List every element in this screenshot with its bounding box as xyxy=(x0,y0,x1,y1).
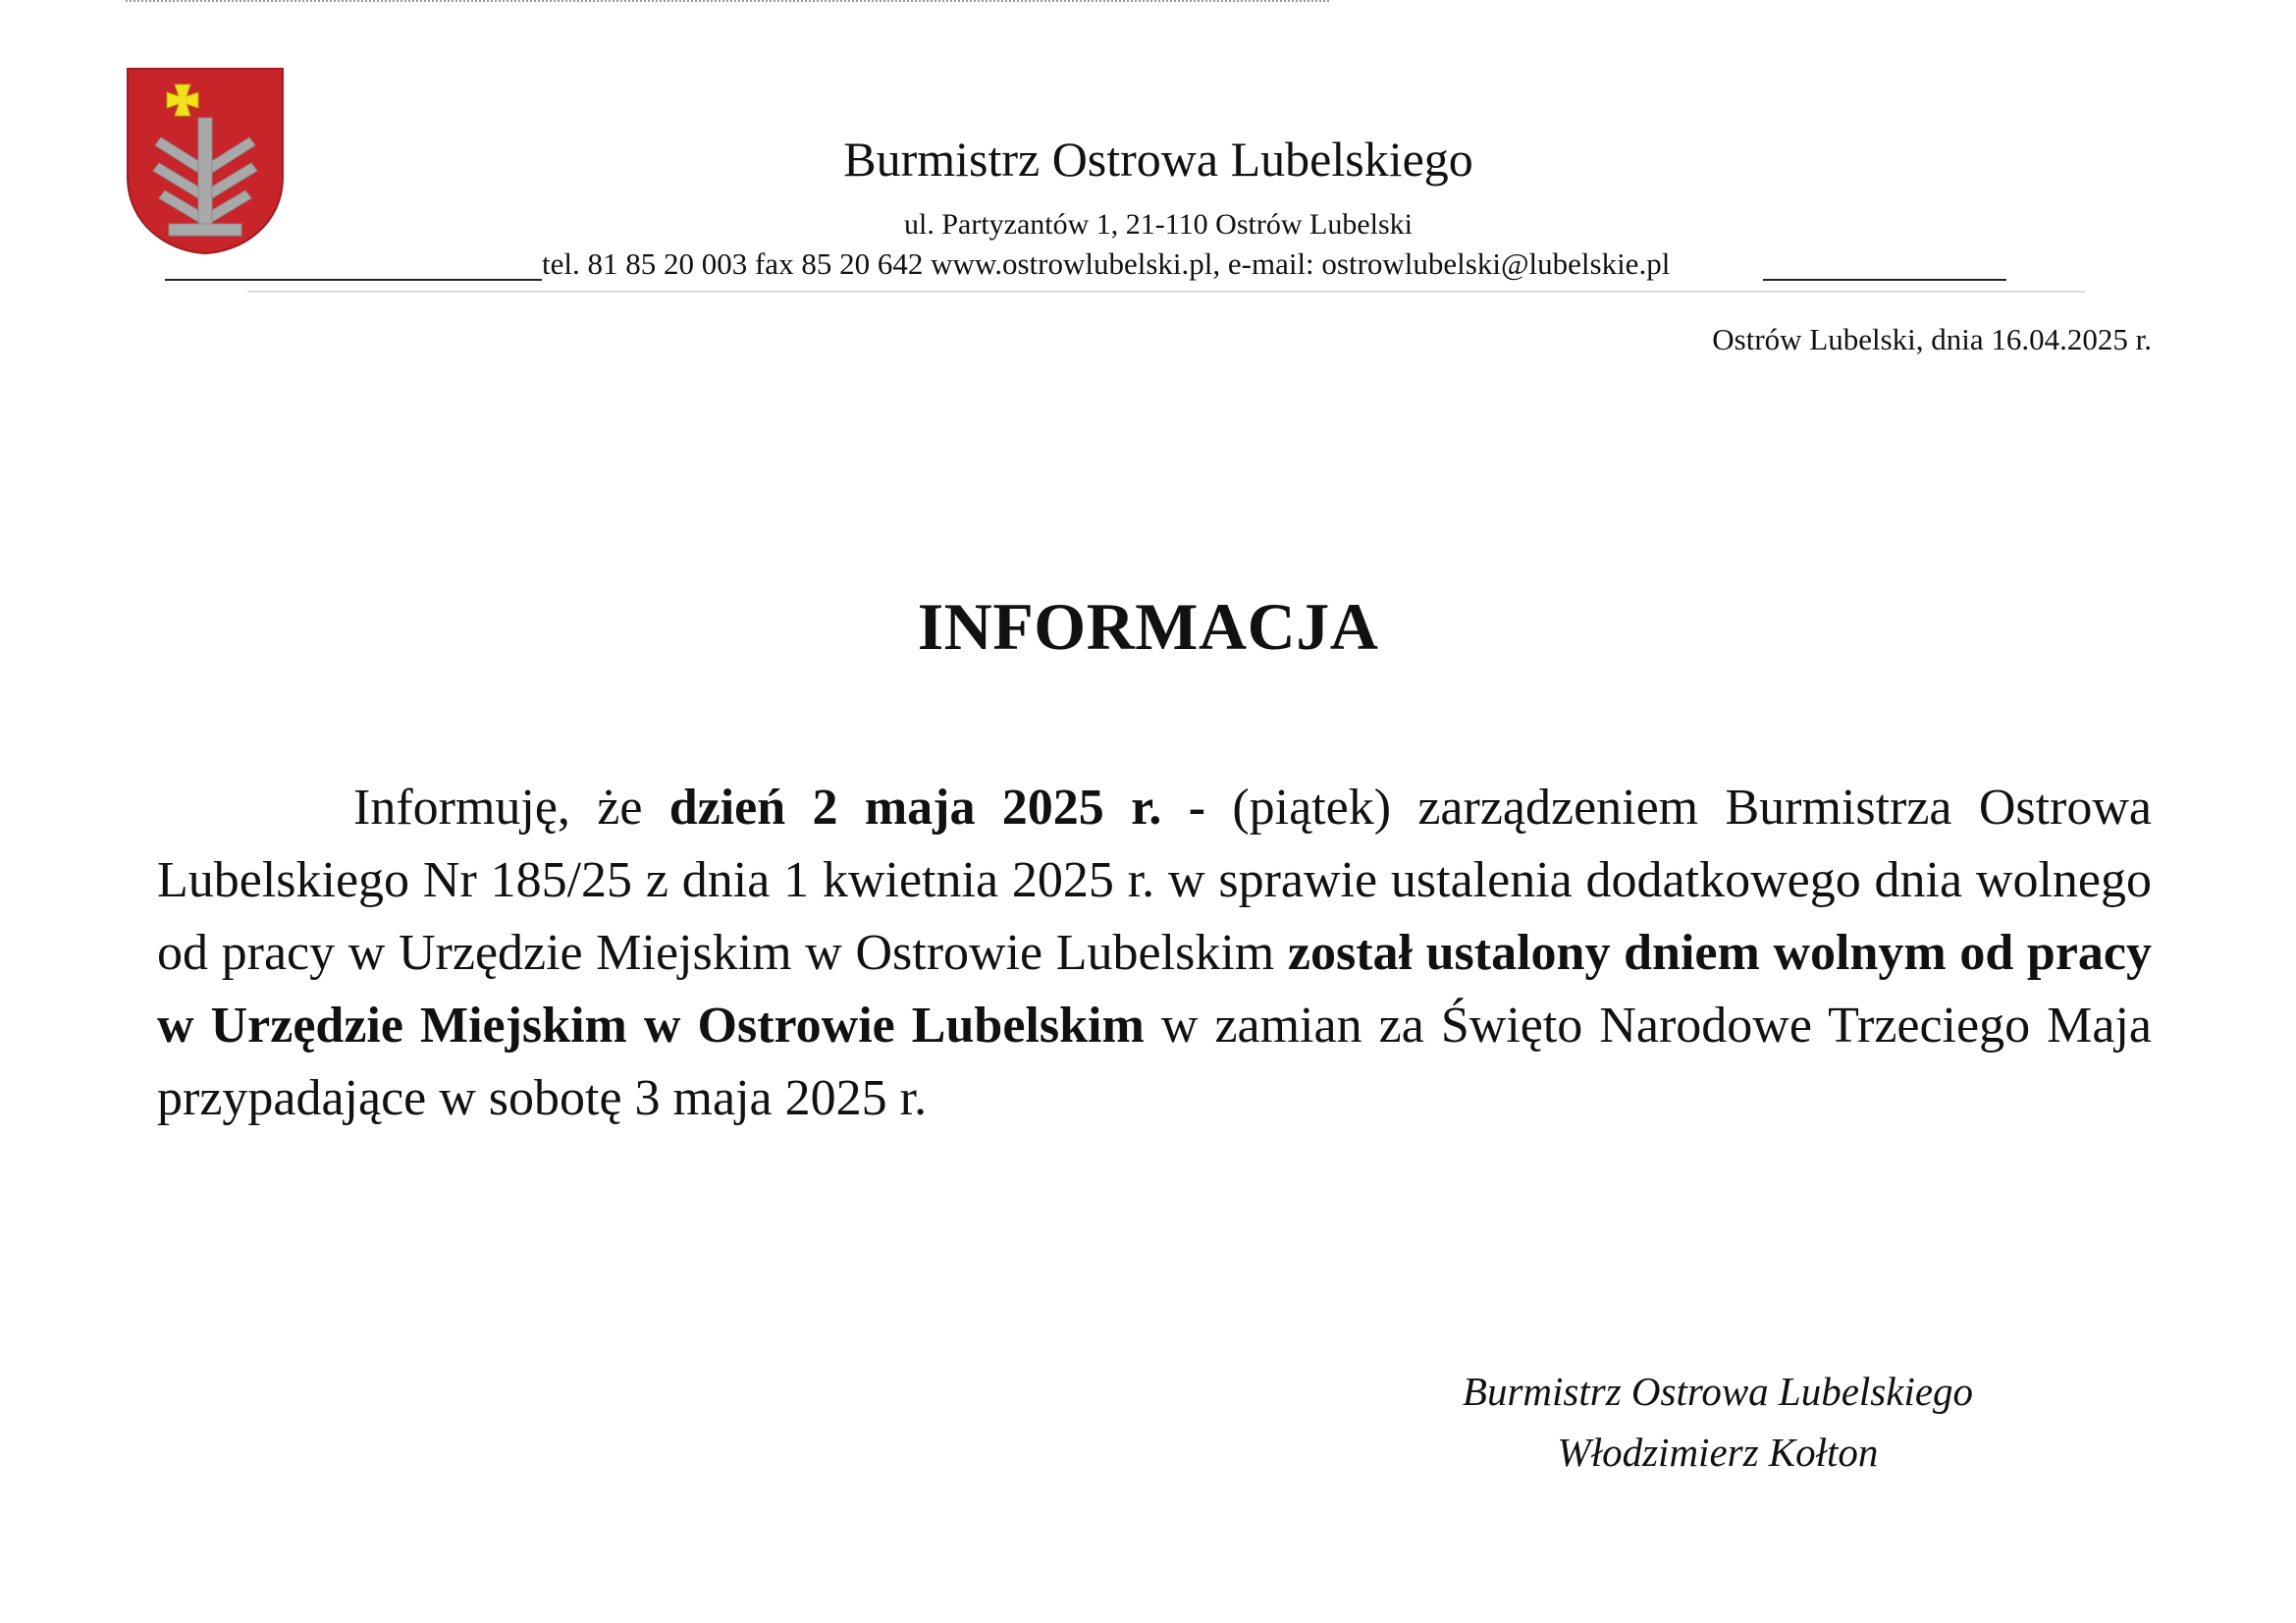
signature-name: Włodzimierz Kołton xyxy=(1557,1430,1879,1475)
body-bold-date: dzień 2 maja 2025 r. - xyxy=(668,780,1206,836)
signature-title: Burmistrz Ostrowa Lubelskiego xyxy=(1462,1369,1974,1414)
document-date: Ostrów Lubelski, dnia 16.04.2025 r. xyxy=(1712,322,2152,356)
body-text-part: Informuję, że xyxy=(353,780,669,836)
body-bold-decision: został ustalony dniem wolnym od pracy w Urzędzie Miejskim w Ostrowie Lubelskim xyxy=(157,925,2152,1054)
top-page-border xyxy=(126,0,1329,2)
document-heading: INFORMACJA xyxy=(917,589,1379,664)
announcement-body xyxy=(157,772,2152,1135)
letterhead-shadow-rule xyxy=(247,291,2085,293)
letterhead-rule-right xyxy=(1763,279,2006,281)
body-text-part: w zamian za Święto Narodowe Trzeciego Maja przypadające w sobotę 3 maja 2025 r. xyxy=(157,998,2152,1126)
letterhead-rule-left xyxy=(165,279,542,281)
body-text-part: (piątek) zarządzeniem Burmistrza Ostrowa Lubelskiego Nr 185/25 z dnia 1 kwietnia 2025 r. w sprawie ustalenia dodatkowego dnia wolnego od pracy w Urzędzie Miejskim w Ostrowie Lubelskim xyxy=(157,780,2153,981)
coat-of-arms-logo xyxy=(126,67,285,255)
office-address: ul. Partyzantów 1, 21-110 Ostrów Lubelski xyxy=(904,208,1413,241)
office-contact: tel. 81 85 20 003 fax 85 20 642 www.ostrowlubelski.pl, e-mail: ostrowlubelski@lubelskie.pl xyxy=(542,246,1671,281)
office-title: Burmistrz Ostrowa Lubelskiego xyxy=(843,132,1473,187)
